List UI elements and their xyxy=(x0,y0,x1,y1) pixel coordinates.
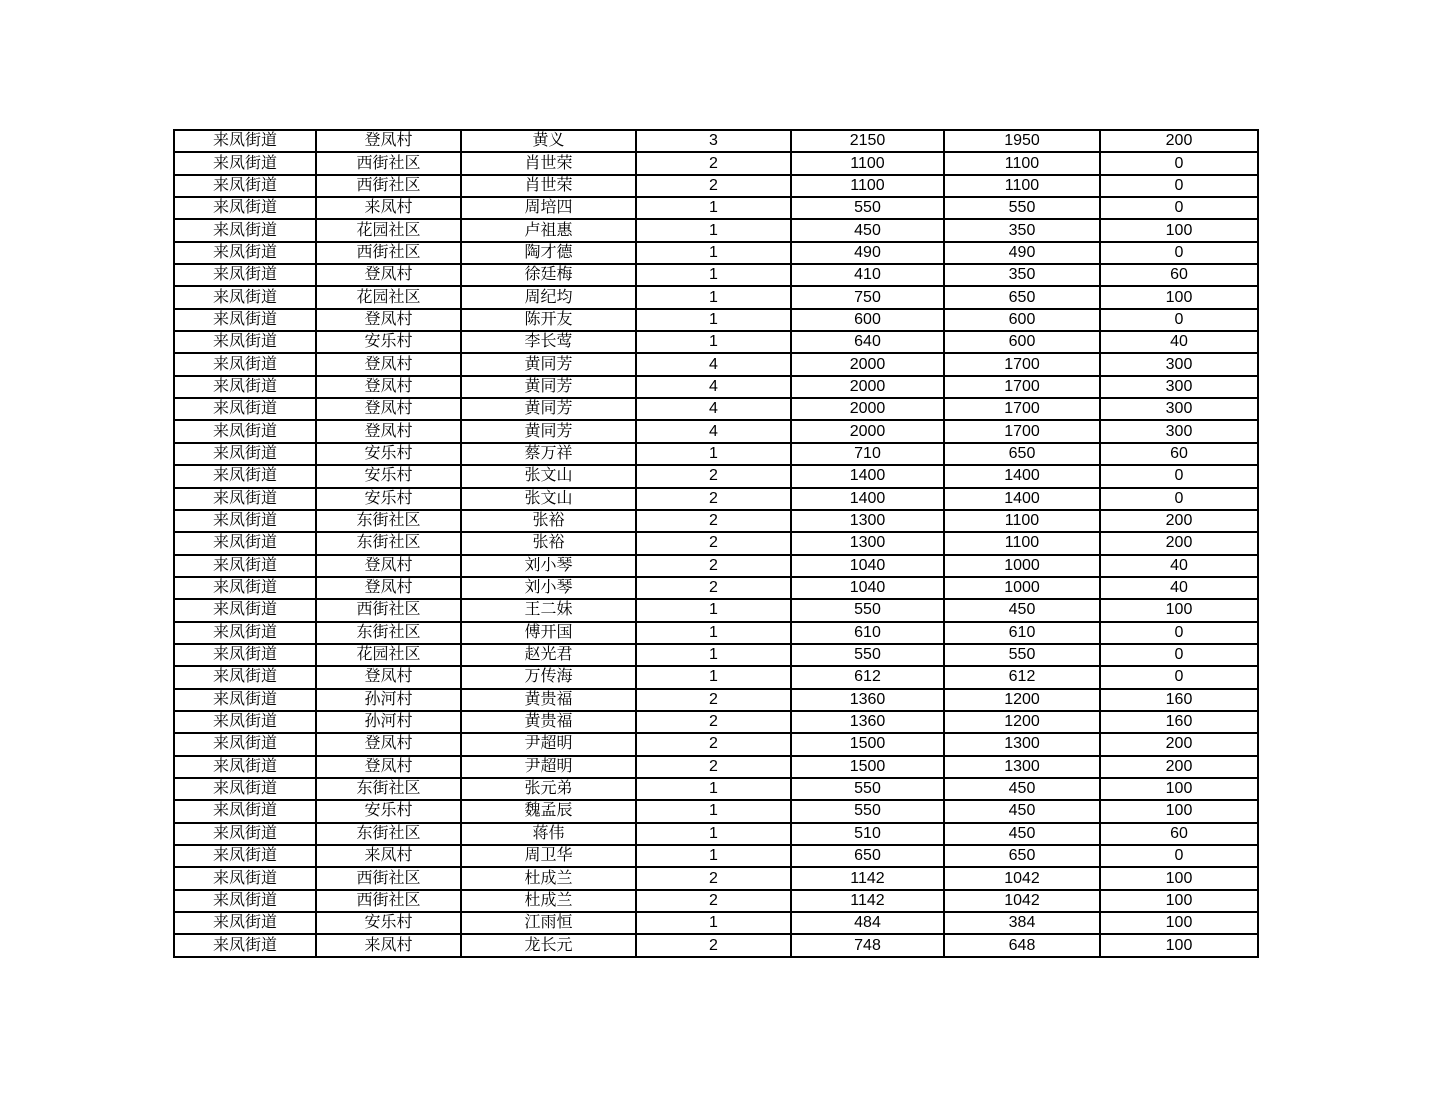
count-cell: 1 xyxy=(636,778,791,800)
name-cell: 张文山 xyxy=(461,465,636,487)
street-cell: 来凤街道 xyxy=(174,264,316,286)
balance-cell: 40 xyxy=(1100,331,1258,353)
amount-cell: 350 xyxy=(944,264,1100,286)
street-cell: 来凤街道 xyxy=(174,152,316,174)
count-cell: 2 xyxy=(636,510,791,532)
balance-cell: 200 xyxy=(1100,733,1258,755)
total-amount-cell: 650 xyxy=(791,845,944,867)
table-row xyxy=(174,756,1258,778)
table-row xyxy=(174,644,1258,666)
village-cell: 西街社区 xyxy=(316,890,461,912)
total-amount-cell: 610 xyxy=(791,622,944,644)
balance-cell: 100 xyxy=(1100,800,1258,822)
name-cell: 周培四 xyxy=(461,197,636,219)
count-cell: 2 xyxy=(636,711,791,733)
count-cell: 1 xyxy=(636,286,791,308)
total-amount-cell: 750 xyxy=(791,286,944,308)
total-amount-cell: 1040 xyxy=(791,577,944,599)
name-cell: 张元弟 xyxy=(461,778,636,800)
village-cell: 安乐村 xyxy=(316,488,461,510)
balance-cell: 200 xyxy=(1100,756,1258,778)
street-cell: 来凤街道 xyxy=(174,711,316,733)
count-cell: 1 xyxy=(636,845,791,867)
table-row xyxy=(174,264,1258,286)
balance-cell: 0 xyxy=(1100,488,1258,510)
name-cell: 周纪均 xyxy=(461,286,636,308)
balance-cell: 300 xyxy=(1100,420,1258,442)
count-cell: 2 xyxy=(636,867,791,889)
balance-cell: 300 xyxy=(1100,353,1258,375)
street-cell: 来凤街道 xyxy=(174,845,316,867)
amount-cell: 612 xyxy=(944,666,1100,688)
amount-cell: 384 xyxy=(944,912,1100,934)
table-row xyxy=(174,934,1258,956)
table-row xyxy=(174,666,1258,688)
table-row xyxy=(174,577,1258,599)
amount-cell: 1700 xyxy=(944,420,1100,442)
count-cell: 4 xyxy=(636,398,791,420)
balance-cell: 300 xyxy=(1100,376,1258,398)
village-cell: 登凤村 xyxy=(316,555,461,577)
name-cell: 肖世荣 xyxy=(461,152,636,174)
total-amount-cell: 1100 xyxy=(791,175,944,197)
count-cell: 2 xyxy=(636,890,791,912)
balance-cell: 60 xyxy=(1100,443,1258,465)
total-amount-cell: 550 xyxy=(791,197,944,219)
village-cell: 东街社区 xyxy=(316,510,461,532)
count-cell: 2 xyxy=(636,934,791,956)
count-cell: 2 xyxy=(636,152,791,174)
balance-cell: 100 xyxy=(1100,934,1258,956)
table-row xyxy=(174,845,1258,867)
count-cell: 1 xyxy=(636,331,791,353)
amount-cell: 550 xyxy=(944,644,1100,666)
count-cell: 1 xyxy=(636,219,791,241)
village-cell: 来凤村 xyxy=(316,197,461,219)
amount-cell: 1300 xyxy=(944,756,1100,778)
name-cell: 尹超明 xyxy=(461,733,636,755)
total-amount-cell: 550 xyxy=(791,644,944,666)
total-amount-cell: 600 xyxy=(791,309,944,331)
amount-cell: 1400 xyxy=(944,488,1100,510)
table-row xyxy=(174,599,1258,621)
street-cell: 来凤街道 xyxy=(174,823,316,845)
table-row xyxy=(174,800,1258,822)
amount-cell: 600 xyxy=(944,309,1100,331)
amount-cell: 1042 xyxy=(944,890,1100,912)
amount-cell: 1042 xyxy=(944,867,1100,889)
street-cell: 来凤街道 xyxy=(174,912,316,934)
street-cell: 来凤街道 xyxy=(174,599,316,621)
count-cell: 1 xyxy=(636,912,791,934)
amount-cell: 600 xyxy=(944,331,1100,353)
table-row xyxy=(174,130,1258,152)
balance-cell: 100 xyxy=(1100,867,1258,889)
balance-cell: 40 xyxy=(1100,577,1258,599)
street-cell: 来凤街道 xyxy=(174,242,316,264)
total-amount-cell: 2000 xyxy=(791,353,944,375)
total-amount-cell: 550 xyxy=(791,778,944,800)
street-cell: 来凤街道 xyxy=(174,890,316,912)
total-amount-cell: 640 xyxy=(791,331,944,353)
amount-cell: 450 xyxy=(944,823,1100,845)
name-cell: 张裕 xyxy=(461,510,636,532)
total-amount-cell: 1500 xyxy=(791,733,944,755)
street-cell: 来凤街道 xyxy=(174,420,316,442)
table-row xyxy=(174,331,1258,353)
amount-cell: 1100 xyxy=(944,532,1100,554)
name-cell: 刘小琴 xyxy=(461,577,636,599)
street-cell: 来凤街道 xyxy=(174,286,316,308)
name-cell: 陈开友 xyxy=(461,309,636,331)
village-cell: 东街社区 xyxy=(316,823,461,845)
table-row xyxy=(174,532,1258,554)
village-cell: 登凤村 xyxy=(316,264,461,286)
table-row xyxy=(174,622,1258,644)
street-cell: 来凤街道 xyxy=(174,555,316,577)
name-cell: 张裕 xyxy=(461,532,636,554)
count-cell: 4 xyxy=(636,353,791,375)
count-cell: 1 xyxy=(636,264,791,286)
amount-cell: 1950 xyxy=(944,130,1100,152)
street-cell: 来凤街道 xyxy=(174,488,316,510)
balance-cell: 100 xyxy=(1100,286,1258,308)
balance-cell: 200 xyxy=(1100,510,1258,532)
total-amount-cell: 1142 xyxy=(791,890,944,912)
street-cell: 来凤街道 xyxy=(174,219,316,241)
total-amount-cell: 1100 xyxy=(791,152,944,174)
street-cell: 来凤街道 xyxy=(174,331,316,353)
total-amount-cell: 450 xyxy=(791,219,944,241)
street-cell: 来凤街道 xyxy=(174,689,316,711)
amount-cell: 1400 xyxy=(944,465,1100,487)
table-row xyxy=(174,309,1258,331)
count-cell: 2 xyxy=(636,488,791,510)
count-cell: 1 xyxy=(636,644,791,666)
total-amount-cell: 2000 xyxy=(791,398,944,420)
balance-cell: 0 xyxy=(1100,845,1258,867)
name-cell: 肖世荣 xyxy=(461,175,636,197)
name-cell: 卢祖惠 xyxy=(461,219,636,241)
village-cell: 安乐村 xyxy=(316,465,461,487)
table-row xyxy=(174,510,1258,532)
street-cell: 来凤街道 xyxy=(174,510,316,532)
count-cell: 4 xyxy=(636,376,791,398)
amount-cell: 450 xyxy=(944,599,1100,621)
street-cell: 来凤街道 xyxy=(174,197,316,219)
name-cell: 杜成兰 xyxy=(461,890,636,912)
name-cell: 王二妹 xyxy=(461,599,636,621)
count-cell: 2 xyxy=(636,756,791,778)
balance-cell: 0 xyxy=(1100,666,1258,688)
table-row xyxy=(174,353,1258,375)
balance-cell: 0 xyxy=(1100,644,1258,666)
street-cell: 来凤街道 xyxy=(174,644,316,666)
street-cell: 来凤街道 xyxy=(174,309,316,331)
table-body xyxy=(174,130,1258,957)
total-amount-cell: 2000 xyxy=(791,420,944,442)
village-cell: 登凤村 xyxy=(316,756,461,778)
balance-cell: 100 xyxy=(1100,890,1258,912)
amount-cell: 1000 xyxy=(944,555,1100,577)
street-cell: 来凤街道 xyxy=(174,867,316,889)
table-row xyxy=(174,152,1258,174)
total-amount-cell: 1142 xyxy=(791,867,944,889)
total-amount-cell: 710 xyxy=(791,443,944,465)
name-cell: 张文山 xyxy=(461,488,636,510)
village-cell: 西街社区 xyxy=(316,175,461,197)
balance-cell: 160 xyxy=(1100,711,1258,733)
street-cell: 来凤街道 xyxy=(174,353,316,375)
balance-cell: 0 xyxy=(1100,175,1258,197)
village-cell: 花园社区 xyxy=(316,644,461,666)
total-amount-cell: 490 xyxy=(791,242,944,264)
street-cell: 来凤街道 xyxy=(174,130,316,152)
village-cell: 登凤村 xyxy=(316,309,461,331)
data-table xyxy=(173,129,1259,958)
amount-cell: 550 xyxy=(944,197,1100,219)
street-cell: 来凤街道 xyxy=(174,800,316,822)
table-row xyxy=(174,711,1258,733)
total-amount-cell: 1400 xyxy=(791,465,944,487)
street-cell: 来凤街道 xyxy=(174,465,316,487)
amount-cell: 350 xyxy=(944,219,1100,241)
amount-cell: 1000 xyxy=(944,577,1100,599)
table-row xyxy=(174,488,1258,510)
name-cell: 杜成兰 xyxy=(461,867,636,889)
balance-cell: 0 xyxy=(1100,152,1258,174)
count-cell: 2 xyxy=(636,577,791,599)
amount-cell: 1300 xyxy=(944,733,1100,755)
balance-cell: 60 xyxy=(1100,823,1258,845)
count-cell: 2 xyxy=(636,532,791,554)
amount-cell: 1100 xyxy=(944,175,1100,197)
total-amount-cell: 748 xyxy=(791,934,944,956)
street-cell: 来凤街道 xyxy=(174,175,316,197)
name-cell: 徐廷梅 xyxy=(461,264,636,286)
amount-cell: 1700 xyxy=(944,398,1100,420)
village-cell: 登凤村 xyxy=(316,733,461,755)
amount-cell: 490 xyxy=(944,242,1100,264)
name-cell: 黄义 xyxy=(461,130,636,152)
total-amount-cell: 1300 xyxy=(791,510,944,532)
street-cell: 来凤街道 xyxy=(174,577,316,599)
street-cell: 来凤街道 xyxy=(174,532,316,554)
name-cell: 万传海 xyxy=(461,666,636,688)
balance-cell: 200 xyxy=(1100,130,1258,152)
village-cell: 西街社区 xyxy=(316,599,461,621)
table-row xyxy=(174,465,1258,487)
count-cell: 4 xyxy=(636,420,791,442)
village-cell: 安乐村 xyxy=(316,800,461,822)
table-row xyxy=(174,175,1258,197)
table-row xyxy=(174,286,1258,308)
count-cell: 1 xyxy=(636,443,791,465)
village-cell: 孙河村 xyxy=(316,689,461,711)
table-row xyxy=(174,733,1258,755)
count-cell: 1 xyxy=(636,823,791,845)
table-row xyxy=(174,376,1258,398)
total-amount-cell: 1040 xyxy=(791,555,944,577)
village-cell: 东街社区 xyxy=(316,532,461,554)
name-cell: 魏孟辰 xyxy=(461,800,636,822)
name-cell: 黄同芳 xyxy=(461,376,636,398)
name-cell: 赵光君 xyxy=(461,644,636,666)
name-cell: 黄同芳 xyxy=(461,420,636,442)
table-row xyxy=(174,420,1258,442)
name-cell: 刘小琴 xyxy=(461,555,636,577)
count-cell: 1 xyxy=(636,309,791,331)
balance-cell: 0 xyxy=(1100,197,1258,219)
village-cell: 西街社区 xyxy=(316,867,461,889)
total-amount-cell: 1300 xyxy=(791,532,944,554)
name-cell: 陶才德 xyxy=(461,242,636,264)
total-amount-cell: 2000 xyxy=(791,376,944,398)
table-row xyxy=(174,219,1258,241)
street-cell: 来凤街道 xyxy=(174,622,316,644)
name-cell: 李长莺 xyxy=(461,331,636,353)
total-amount-cell: 1360 xyxy=(791,689,944,711)
amount-cell: 648 xyxy=(944,934,1100,956)
table-row xyxy=(174,242,1258,264)
name-cell: 黄同芳 xyxy=(461,353,636,375)
street-cell: 来凤街道 xyxy=(174,934,316,956)
street-cell: 来凤街道 xyxy=(174,778,316,800)
name-cell: 周卫华 xyxy=(461,845,636,867)
village-cell: 西街社区 xyxy=(316,242,461,264)
balance-cell: 100 xyxy=(1100,599,1258,621)
village-cell: 花园社区 xyxy=(316,219,461,241)
amount-cell: 650 xyxy=(944,443,1100,465)
table-row xyxy=(174,443,1258,465)
amount-cell: 450 xyxy=(944,800,1100,822)
balance-cell: 100 xyxy=(1100,912,1258,934)
table-row xyxy=(174,689,1258,711)
balance-cell: 0 xyxy=(1100,465,1258,487)
table-row xyxy=(174,197,1258,219)
balance-cell: 300 xyxy=(1100,398,1258,420)
amount-cell: 610 xyxy=(944,622,1100,644)
count-cell: 1 xyxy=(636,622,791,644)
village-cell: 东街社区 xyxy=(316,622,461,644)
name-cell: 傅开国 xyxy=(461,622,636,644)
table-row xyxy=(174,890,1258,912)
village-cell: 花园社区 xyxy=(316,286,461,308)
name-cell: 黄贵福 xyxy=(461,711,636,733)
count-cell: 3 xyxy=(636,130,791,152)
amount-cell: 1200 xyxy=(944,689,1100,711)
village-cell: 登凤村 xyxy=(316,353,461,375)
balance-cell: 60 xyxy=(1100,264,1258,286)
name-cell: 黄贵福 xyxy=(461,689,636,711)
amount-cell: 1700 xyxy=(944,353,1100,375)
total-amount-cell: 2150 xyxy=(791,130,944,152)
name-cell: 蔡万祥 xyxy=(461,443,636,465)
village-cell: 安乐村 xyxy=(316,331,461,353)
village-cell: 安乐村 xyxy=(316,443,461,465)
amount-cell: 450 xyxy=(944,778,1100,800)
total-amount-cell: 1500 xyxy=(791,756,944,778)
village-cell: 登凤村 xyxy=(316,130,461,152)
table-row xyxy=(174,823,1258,845)
count-cell: 1 xyxy=(636,599,791,621)
total-amount-cell: 1360 xyxy=(791,711,944,733)
count-cell: 1 xyxy=(636,197,791,219)
street-cell: 来凤街道 xyxy=(174,398,316,420)
name-cell: 龙长元 xyxy=(461,934,636,956)
village-cell: 登凤村 xyxy=(316,420,461,442)
count-cell: 2 xyxy=(636,175,791,197)
count-cell: 1 xyxy=(636,666,791,688)
village-cell: 安乐村 xyxy=(316,912,461,934)
total-amount-cell: 484 xyxy=(791,912,944,934)
count-cell: 1 xyxy=(636,800,791,822)
table-row xyxy=(174,398,1258,420)
village-cell: 西街社区 xyxy=(316,152,461,174)
street-cell: 来凤街道 xyxy=(174,666,316,688)
amount-cell: 1100 xyxy=(944,152,1100,174)
table-row xyxy=(174,555,1258,577)
village-cell: 登凤村 xyxy=(316,577,461,599)
village-cell: 来凤村 xyxy=(316,934,461,956)
total-amount-cell: 550 xyxy=(791,599,944,621)
amount-cell: 650 xyxy=(944,845,1100,867)
balance-cell: 0 xyxy=(1100,622,1258,644)
table-row xyxy=(174,778,1258,800)
name-cell: 江雨恒 xyxy=(461,912,636,934)
count-cell: 1 xyxy=(636,242,791,264)
street-cell: 来凤街道 xyxy=(174,733,316,755)
balance-cell: 40 xyxy=(1100,555,1258,577)
balance-cell: 0 xyxy=(1100,242,1258,264)
count-cell: 2 xyxy=(636,689,791,711)
village-cell: 登凤村 xyxy=(316,666,461,688)
balance-cell: 100 xyxy=(1100,778,1258,800)
balance-cell: 0 xyxy=(1100,309,1258,331)
total-amount-cell: 550 xyxy=(791,800,944,822)
total-amount-cell: 510 xyxy=(791,823,944,845)
street-cell: 来凤街道 xyxy=(174,376,316,398)
name-cell: 黄同芳 xyxy=(461,398,636,420)
village-cell: 孙河村 xyxy=(316,711,461,733)
street-cell: 来凤街道 xyxy=(174,756,316,778)
balance-cell: 200 xyxy=(1100,532,1258,554)
table-row xyxy=(174,867,1258,889)
village-cell: 登凤村 xyxy=(316,398,461,420)
table-row xyxy=(174,912,1258,934)
name-cell: 尹超明 xyxy=(461,756,636,778)
balance-cell: 100 xyxy=(1100,219,1258,241)
village-cell: 东街社区 xyxy=(316,778,461,800)
amount-cell: 650 xyxy=(944,286,1100,308)
amount-cell: 1100 xyxy=(944,510,1100,532)
balance-cell: 160 xyxy=(1100,689,1258,711)
count-cell: 2 xyxy=(636,733,791,755)
total-amount-cell: 612 xyxy=(791,666,944,688)
amount-cell: 1700 xyxy=(944,376,1100,398)
street-cell: 来凤街道 xyxy=(174,443,316,465)
count-cell: 2 xyxy=(636,465,791,487)
village-cell: 来凤村 xyxy=(316,845,461,867)
name-cell: 蒋伟 xyxy=(461,823,636,845)
amount-cell: 1200 xyxy=(944,711,1100,733)
count-cell: 2 xyxy=(636,555,791,577)
total-amount-cell: 1400 xyxy=(791,488,944,510)
total-amount-cell: 410 xyxy=(791,264,944,286)
village-cell: 登凤村 xyxy=(316,376,461,398)
